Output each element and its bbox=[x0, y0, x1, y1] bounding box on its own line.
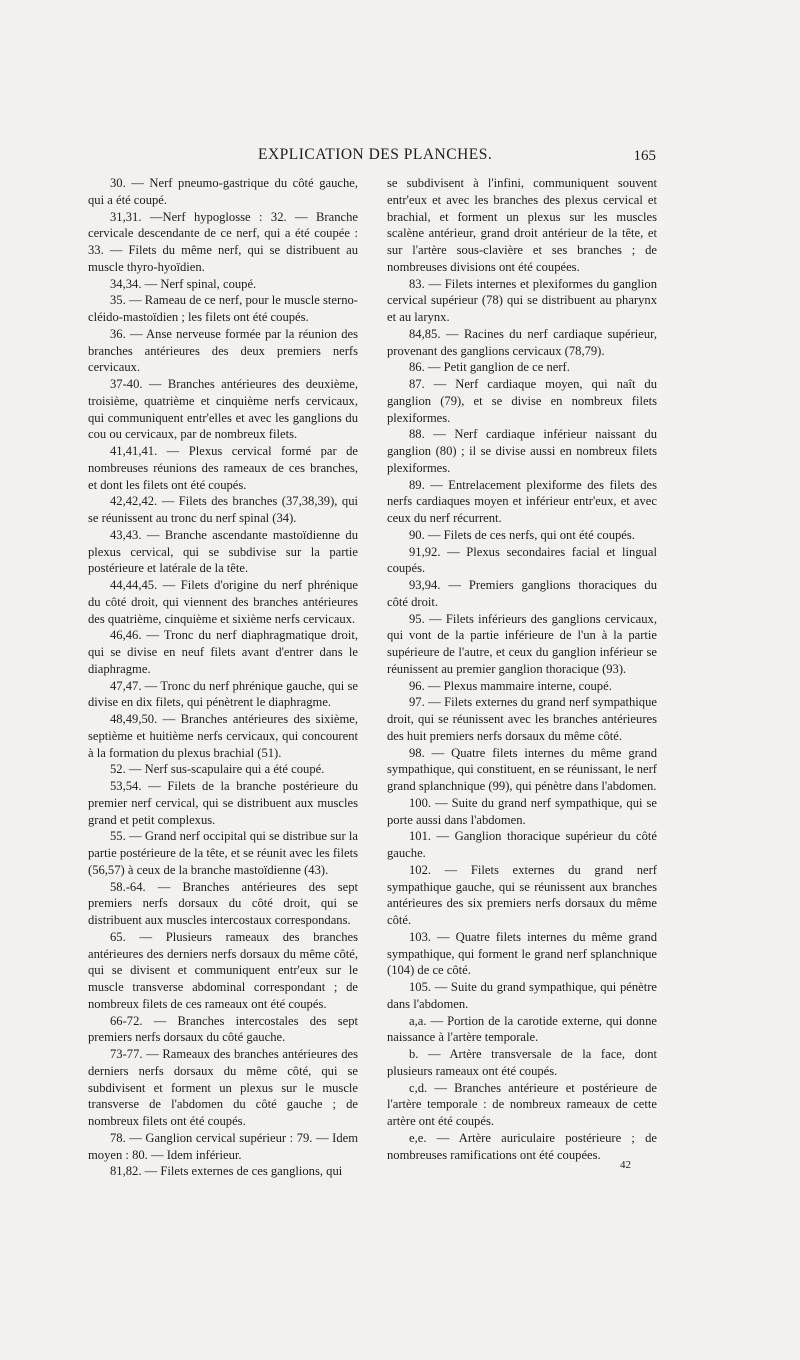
entry-paragraph: 96. — Plexus mammaire interne, coupé. bbox=[409, 678, 612, 693]
entry-paragraph: 102. — Filets externes du grand nerf sympathique gauche, qui se réunissent aux branches antérieures des six premiers nerfs dorsaux du même côté. bbox=[387, 862, 657, 927]
entry-paragraph: 73-77. — Rameaux des branches antérieures des derniers nerfs dorsaux du même côté, qui se subdivisent et forment un plexus sur le muscle transverse de l'abdomen du côté gauche ; de nombreux filets ont été coupés. bbox=[88, 1047, 358, 1128]
entry-paragraph: 43,43. — Branche ascendante mastoïdienne du plexus cervical, qui se subdivise sur la partie postérieure et latérale de la tête. bbox=[88, 527, 358, 576]
page-header bbox=[86, 146, 656, 170]
entry-paragraph: e,e. — Artère auriculaire postérieure ; de nombreuses ramifications ont été coupées. bbox=[387, 1130, 657, 1162]
entry-paragraph: 34,34. — Nerf spinal, coupé. bbox=[110, 276, 257, 291]
entry-paragraph: 81,82. — Filets externes de ces ganglions, qui bbox=[110, 1164, 343, 1179]
entry-paragraph: 46,46. — Tronc du nerf diaphragmatique droit, qui se divise en neuf filets avant d'entrer dans le diaphragme. bbox=[88, 628, 358, 676]
entry-paragraph: 31,31. —Nerf hypoglosse : 32. — Branche cervicale descendante de ce nerf, qui a été coupée : 33. — Filets du même nerf, qui se distribuent au muscle thyro-hyoïdien. bbox=[88, 209, 358, 274]
entry-paragraph: 35. — Rameau de ce nerf, pour le muscle sterno-cléido-mastoïdien ; les filets ont été coupés. bbox=[88, 293, 358, 324]
entry-paragraph: 84,85. — Racines du nerf cardiaque supérieur, provenant des ganglions cervicaux (78,79). bbox=[387, 326, 657, 358]
entry-paragraph: 55. — Grand nerf occipital qui se distribue sur la partie postérieure de la tête, et se réunit avec les filets (56,57) à ceux de la branche mastoïdienne (43). bbox=[88, 829, 358, 877]
entry-paragraph: 66-72. — Branches intercostales des sept premiers nerfs dorsaux du côté gauche. bbox=[88, 1013, 358, 1045]
entry-paragraph: 88. — Nerf cardiaque inférieur naissant du ganglion (80) ; il se divise aussi en nombreux filets plexiformes. bbox=[387, 427, 657, 475]
entry-paragraph: 36. — Anse nerveuse formée par la réunion des branches antérieures des deux premiers nerfs cervicaux. bbox=[88, 326, 358, 375]
entry-paragraph: 89. — Entrelacement plexiforme des filets des nerfs cardiaques moyen et inférieur entr'eux, et avec ceux du nerf récurrent. bbox=[387, 477, 657, 525]
entry-paragraph: 100. — Suite du grand nerf sympathique, qui se porte aussi dans l'abdomen. bbox=[387, 795, 657, 827]
page-title: EXPLICATION DES PLANCHES. bbox=[258, 146, 493, 163]
entry-paragraph: b. — Artère transversale de la face, dont plusieurs rameaux ont été coupés. bbox=[387, 1047, 657, 1078]
entry-paragraph: 86. — Petit ganglion de ce nerf. bbox=[409, 360, 570, 375]
entry-paragraph: c,d. — Branches antérieure et postérieure de l'artère temporale : de nombreux rameaux de cette artère ont été coupés. bbox=[387, 1080, 657, 1128]
signature-mark: 42 bbox=[620, 1159, 631, 1171]
entry-paragraph: 97. — Filets externes du grand nerf sympathique droit, qui se réunissent avec les branches antérieures des huit premiers nerfs dorsaux du même côté. bbox=[387, 695, 657, 743]
entry-paragraph: 91,92. — Plexus secondaires facial et lingual coupés. bbox=[387, 544, 657, 576]
entry-paragraph: 47,47. — Tronc du nerf phrénique gauche, qui se divise en dix filets, qui pénètrent le diaphragme. bbox=[88, 678, 358, 710]
entry-paragraph: 93,94. — Premiers ganglions thoraciques du côté droit. bbox=[387, 578, 657, 609]
right-column bbox=[387, 175, 657, 1163]
entry-paragraph: 90. — Filets de ces nerfs, qui ont été coupés. bbox=[409, 527, 635, 542]
entry-paragraph: 42,42,42. — Filets des branches (37,38,39), qui se réunissent au tronc du nerf spinal (34). bbox=[88, 494, 358, 525]
entry-paragraph: a,a. — Portion de la carotide externe, qui donne naissance à l'artère temporale. bbox=[387, 1013, 657, 1045]
entry-paragraph: se subdivisent à l'infini, communiquent souvent entr'eux et avec les branches des plexus cervical et brachial, et forment un plexus sur les muscles scalène antérieur, grand droit antérieur de la tête, et sur l'artère sous-clavière et ses branches ; de nombreuses divisions ont été coupées. bbox=[387, 176, 657, 274]
entry-paragraph: 103. — Quatre filets internes du même grand sympathique, qui forment le grand nerf splanchnique (104) de ce côté. bbox=[387, 929, 657, 978]
entry-paragraph: 83. — Filets internes et plexiformes du ganglion cervical supérieur (78) qui se distribuent au pharynx et au larynx. bbox=[387, 276, 657, 324]
entry-paragraph: 37-40. — Branches antérieures des deuxième, troisième, quatrième et cinquième nerfs cervicaux, qui communiquent entr'elles et avec les ganglions du cou ou cervicaux, par de nombreux filets. bbox=[88, 377, 358, 442]
entry-paragraph: 101. — Ganglion thoracique supérieur du côté gauche. bbox=[387, 829, 657, 860]
entry-paragraph: 41,41,41. — Plexus cervical formé par de nombreuses réunions des rameaux de ces branches, et dont les filets ont été coupés. bbox=[88, 444, 358, 492]
page-number: 165 bbox=[633, 148, 656, 164]
entry-paragraph: 44,44,45. — Filets d'origine du nerf phrénique du côté droit, qui viennent des branches antérieures des quatrième, cinquième et sixième nerfs cervicaux. bbox=[88, 578, 358, 626]
entry-paragraph: 78. — Ganglion cervical supérieur : 79. — Idem moyen : 80. — Idem inférieur. bbox=[88, 1130, 358, 1162]
entry-paragraph: 58.-64. — Branches antérieures des sept premiers nerfs dorsaux du côté droit, qui se distribuent aux muscles intercostaux correspondans. bbox=[88, 879, 358, 927]
entry-paragraph: 105. — Suite du grand sympathique, qui pénètre dans l'abdomen. bbox=[387, 980, 657, 1011]
entry-paragraph: 30. — Nerf pneumo-gastrique du côté gauche, qui a été coupé. bbox=[88, 176, 358, 207]
entry-paragraph: 65. — Plusieurs rameaux des branches antérieures des derniers nerfs dorsaux du même côté, qui se divisent et communiquent entr'eux sur le muscle transverse abdominal correspondant ; de nombreux filets de ces rameaux ont été coupés. bbox=[88, 929, 358, 1011]
left-column bbox=[88, 175, 358, 1180]
entry-paragraph: 52. — Nerf sus-scapulaire qui a été coupé. bbox=[110, 762, 325, 777]
entry-paragraph: 95. — Filets inférieurs des ganglions cervicaux, qui vont de la partie inférieure de l'un à la partie supérieure de l'autre, et ceux du ganglion inférieur se réunissent au premier ganglion thoracique (93). bbox=[387, 611, 657, 676]
entry-paragraph: 98. — Quatre filets internes du même grand sympathique, qui constituent, en se réunissant, le nerf grand splanchnique (99), qui pénètre dans l'abdomen. bbox=[387, 745, 658, 793]
entry-paragraph: 53,54. — Filets de la branche postérieure du premier nerf cervical, qui se distribuent aux muscles grand et petit complexus. bbox=[88, 779, 358, 827]
entry-paragraph: 48,49,50. — Branches antérieures des sixième, septième et huitième nerfs cervicaux, qui concourent à la formation du plexus brachial (51). bbox=[88, 712, 358, 760]
entry-paragraph: 87. — Nerf cardiaque moyen, qui naît du ganglion (79), et se divise en nombreux filets plexiformes. bbox=[387, 377, 657, 425]
